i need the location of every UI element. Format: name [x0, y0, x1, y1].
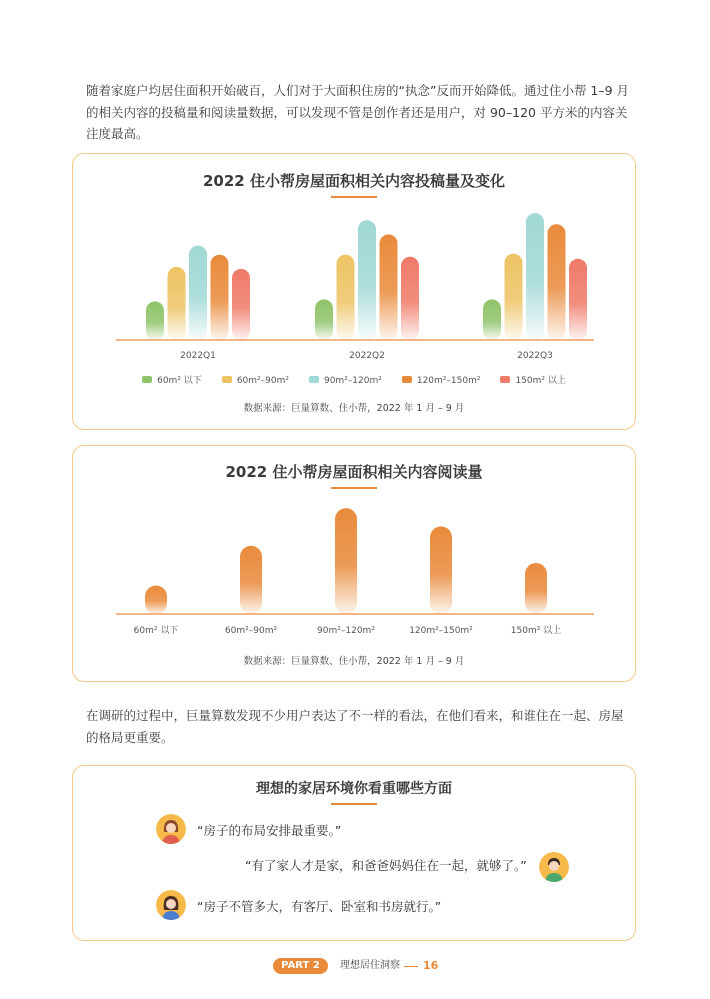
chart2-x-tick: 150m² 以上 — [510, 626, 562, 636]
part-badge: PART 2 — [273, 958, 328, 974]
page-footer — [0, 957, 710, 975]
chart1-legend-swatch — [402, 376, 412, 383]
submission-chart-card — [72, 153, 636, 430]
chart1-legend-item — [402, 376, 481, 386]
chart1-bar — [232, 269, 250, 340]
chart1-legend-swatch — [309, 376, 319, 383]
chart1-legend-label: 90m²–120m² — [323, 376, 382, 386]
chart2-title: 2022 住小帮房屋面积相关内容阅读量 — [225, 463, 483, 481]
chart1-legend-label: 60m²–90m² — [236, 376, 289, 386]
quote-2: “有了家人才是家，和爸爸妈妈住在一起，就够了。” — [245, 858, 527, 873]
chart1-bar — [146, 301, 164, 340]
page-number: 16 — [423, 959, 439, 972]
chart1-bar — [315, 299, 333, 340]
chart1-bar — [358, 220, 376, 340]
reading-chart-card — [72, 445, 636, 682]
chart1-bar — [548, 224, 566, 340]
quote-3: “房子不管多大，有客厅、卧室和书房就行。” — [197, 899, 442, 914]
chart1-bar — [337, 255, 355, 340]
chart1-legend-swatch — [222, 376, 232, 383]
chart1-x-tick: 2022Q2 — [349, 351, 385, 361]
man-avatar-icon — [539, 852, 569, 882]
chart1-bar — [569, 259, 587, 340]
chart2-bar — [335, 508, 357, 614]
quotes-card — [72, 765, 636, 941]
chart1-legend-label: 120m²–150m² — [416, 376, 481, 386]
chart1-legend-label: 60m² 以下 — [157, 376, 202, 386]
chart2-bar — [145, 585, 167, 614]
chart1-legend-item — [142, 373, 202, 386]
quotes-card-title: 理想的家居环境你看重哪些方面 — [256, 781, 452, 797]
middle-paragraph: 在调研的过程中，巨量算数发现不少用户表达了不一样的看法，在他们看来，和谁住在一起、房屋的格局更重要。 — [86, 708, 624, 745]
chart1-bar — [380, 234, 398, 340]
chart1-legend-item — [309, 376, 382, 386]
girl-avatar-icon — [156, 890, 186, 920]
intro-paragraph: 随着家庭户均居住面积开始破百，人们对于大面积住房的“执念”反而开始降低。通过住小帮 1–9 月的相关内容的投稿量和阅读量数据，可以发现不管是创作者还是用户，对 90–120 平方米的内容关注度最高。 — [86, 83, 630, 141]
chart1-x-tick: 2022Q3 — [517, 351, 553, 361]
chart1-legend-swatch — [500, 376, 510, 383]
chart1-bar — [505, 254, 523, 340]
chart1-bar — [211, 255, 229, 340]
quote-1: “房子的布局安排最重要。” — [197, 823, 342, 838]
chart1-bar — [526, 213, 544, 340]
chart2-x-tick: 60m²–90m² — [224, 626, 278, 636]
chart1-bar — [168, 267, 186, 340]
chart1-x-tick: 2022Q1 — [180, 351, 216, 361]
chart1-bar — [401, 257, 419, 340]
chart2-bar — [240, 546, 262, 614]
chart1-legend-swatch — [142, 376, 152, 383]
chart2-bar — [430, 526, 452, 614]
chart1-title: 2022 住小帮房屋面积相关内容投稿量及变化 — [203, 172, 505, 190]
chart2-x-tick: 120m²–150m² — [409, 626, 473, 636]
chart1-source: 数据来源：巨量算数、住小帮，2022 年 1 月 – 9 月 — [243, 403, 465, 414]
chart1-legend-item — [222, 376, 289, 386]
chart1-legend-label: 150m² 以上 — [515, 376, 566, 386]
chart2-bar — [525, 563, 547, 614]
chart1-legend-item — [500, 373, 565, 386]
chart2-x-tick: 90m²–120m² — [317, 626, 375, 636]
footer-divider — [404, 966, 418, 967]
quotes-title-underline — [331, 803, 377, 805]
chart1-bar — [483, 299, 501, 340]
chart2-x-tick: 60m² 以下 — [133, 626, 179, 636]
section-name: 理想居住洞察 — [340, 960, 400, 971]
reading-bar-chart — [73, 446, 637, 646]
woman-avatar-icon — [156, 814, 186, 844]
chart2-source: 数据来源：巨量算数、住小帮，2022 年 1 月 – 9 月 — [243, 656, 465, 667]
chart1-bar — [189, 246, 207, 340]
chart1-legend — [73, 373, 635, 386]
submission-bar-chart — [73, 154, 637, 369]
